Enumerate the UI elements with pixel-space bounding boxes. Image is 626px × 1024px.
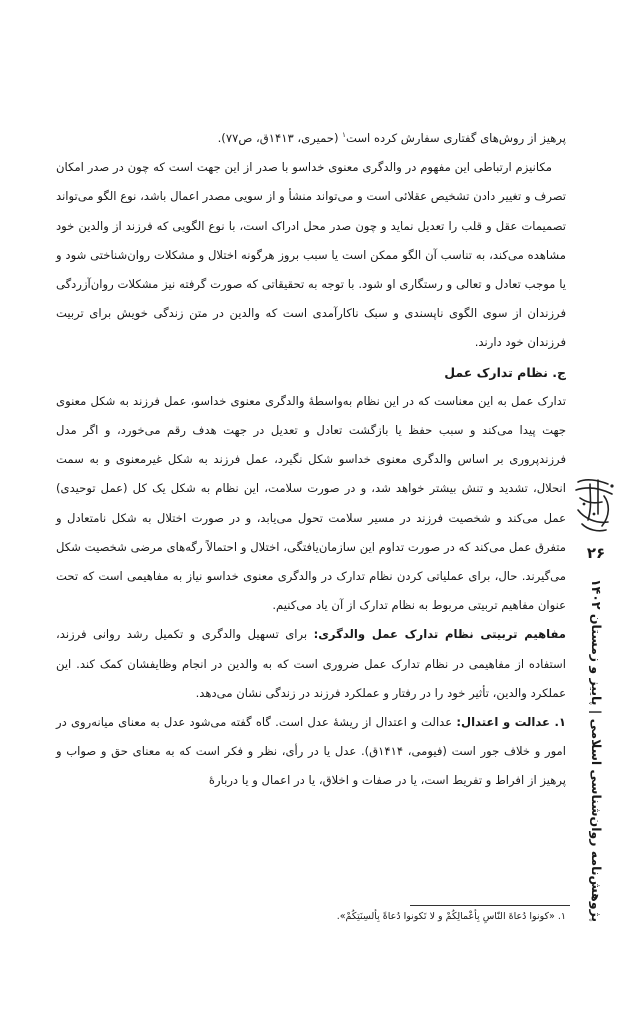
section-heading: ج. نظام تدارک عمل [444, 364, 566, 380]
calligraphy-journal-logo-icon [568, 474, 620, 540]
paragraph-5-text: عدالت و اعتدال از ریشهٔ عدل است. گاه گفته می‌شود عدل به معنای میانه‌روی در امور و خلاف جور است (فیومی، ۱۴۱۴ق). عدل یا در رأی، نظر و فکر است که به معنای حق و صواب و پرهیز از افراط و تفریط است، یا در صفات و اخلاق، یا در اعمال و یا دربارهٔ [56, 715, 566, 788]
body-text [56, 124, 566, 796]
footnote-divider [410, 905, 570, 906]
page-number: ۲۶ [586, 544, 606, 562]
paragraph-4-lead: مفاهیم تربیتی نظام تدارک عمل والدگری: [313, 627, 566, 642]
paragraph-5-lead: ۱. عدالت و اعتدال: [456, 715, 566, 730]
paragraph-1 [56, 124, 566, 153]
paragraph-1-text: پرهیز از روش‌های گفتاری سفارش کرده است [345, 131, 566, 145]
paragraph-4-text: برای تسهیل والدگری و تکمیل رشد روانی فرزند، استفاده از مفاهیمی در نظام تدارک عمل ضروری است که به والدین در انجام وظایفشان کمک کند. این عملکرد والدین، تأثیر خود را در رفتار و عملکرد فرزند در زندگی نشان می‌دهد. [56, 627, 566, 700]
paragraph-1-citation: (حمیری، ۱۴۱۳ق، ص۷۷). [217, 131, 343, 145]
paragraph-5 [56, 708, 566, 796]
paragraph-3: تدارک عمل به این معناست که در این نظام به‌واسطهٔ والدگری معنوی خداسو، عمل فرزند به شکل معنوی جهت پیدا می‌کند و سبب حفظ یا بازگشت تعادل و تعدیل در جهت هدف رقم می‌خورد، و اگر مدل فرزندپروری بر اساس والدگری معنوی خداسو شکل نگیرد، عمل فرزند به شکل غیرمعنوی و به سمت انحلال، تشدید و تنش بیشتر خواهد شد، و در صورت سلامت، این نظام به شکل یک کل (عمل توحیدی) عمل می‌کند و شخصیت فرزند در مسیر سلامت تحول می‌یابد، و در صورت اختلال به شکل نامتعادل و متفرق عمل می‌کند که در صورت تداوم این سازمان‌یافتگی، اختلال و احتمالاً رگه‌های مرضی شخصیت شکل می‌گیرند. حال، برای عملیاتی کردن نظام تدارک در والدگری معنوی خداسو نیاز به مفاهیمی است که تحت عنوان مفاهیم تربیتی مربوط به نظام تدارک از آن یاد می‌کنیم. [56, 393, 566, 613]
paragraph-4 [56, 620, 566, 708]
footnote: ۱. «کونوا دُعاةَ النّاسِ بِأعْمالِکُمْ و لا تَکونوا دُعاةً بِألسِنَتِکُمْ». [336, 911, 566, 922]
running-head: پژوهش‌نامه روان‌شناسی اسلامی | پاییز و زمستان ۱۴۰۲ [589, 578, 604, 922]
footnote-ref-mark[interactable]: ۱ [342, 131, 346, 140]
paragraph-2: مکانیزم ارتباطی این مفهوم در والدگری معنوی خداسو با صدر از این جهت است که چون در صدر امکان تصرف و تغییر دادن تشخیص عقلائی است و می‌تواند منشأ و از سویی مصدر اعمال باشد، نوع الگو می‌تواند تصمیمات عقل و قلب را تعدیل نماید و چون صدر محل ادراک است، با نوع الگویی که فرزند از والدین خود مشاهده می‌کند، به تناسب آن الگو ممکن است یا سبب بروز هرگونه اختلال و مشکلات روان‌شناختی شود و یا موجب تعادل و تعالی و رستگاری او شود. با توجه به تحقیقاتی که صورت گرفته نیز مشکلات روان‌آزردگی فرزندان از سوی الگوی ناپسندی و سبک ناکارآمدی است که والدین در متن زندگی خویش برای تربیت فرزندان خود دارند. [56, 160, 566, 350]
